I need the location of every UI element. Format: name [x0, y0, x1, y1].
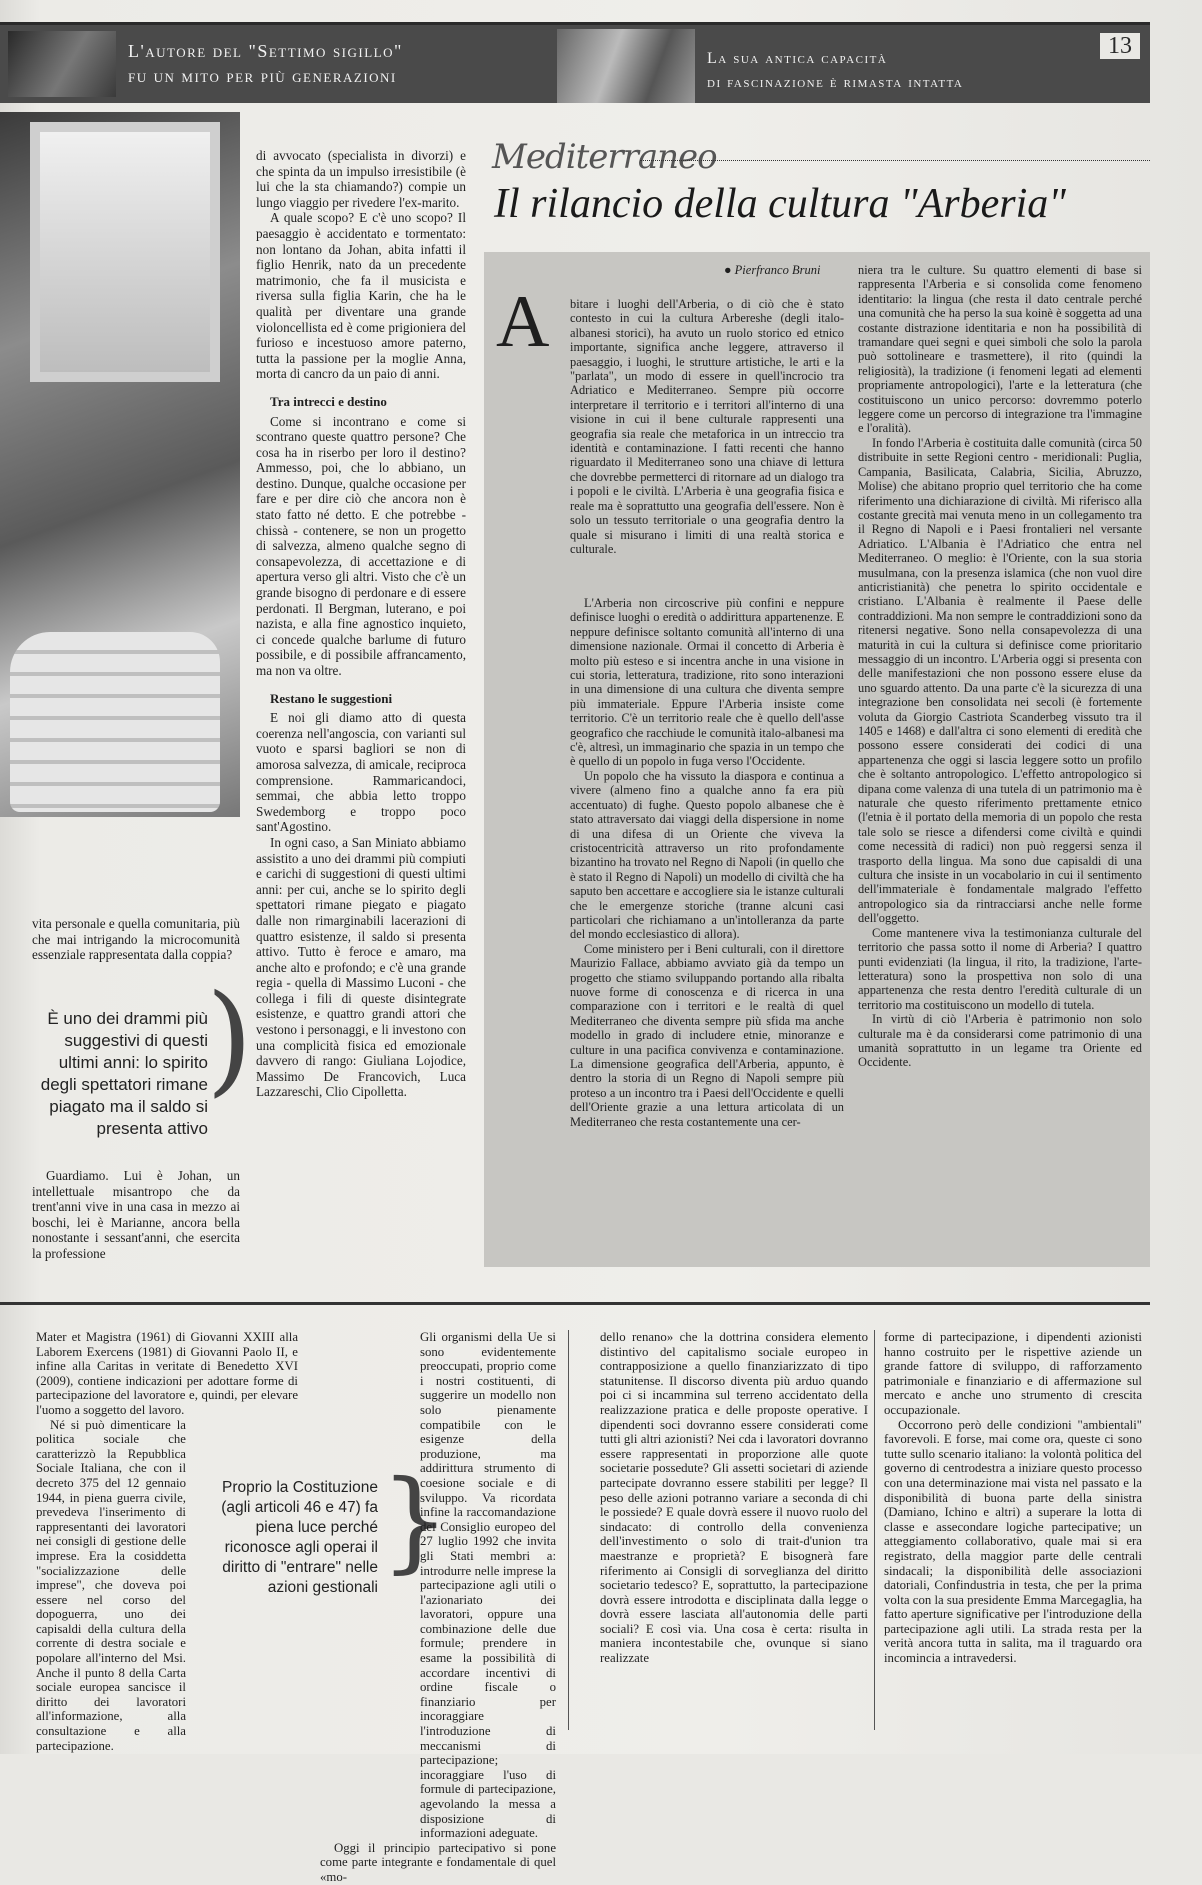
- header-right-line1: La sua antica capacità: [707, 50, 888, 67]
- paragraph: L'Arberia non circoscrive più confini e neppure definisce luoghi o eredità o addirittura appartenenze. E neppure definisce soltanto comunità all'interno di una dimensione nazionale. Ormai il concetto di Arberia è molto più esteso e si incentra anche in una visione in cui storia, letteratura, tradizione, rito sono interazioni in una dimensione di una cultura che diventa sempre più immateriale. Eppure l'Arberia insiste come territorio. C'è un territorio reale che è quello dell'asse geografico che racchiude le comunità italo-albanesi ma c'è, altresì, un immaginario che spazia in un tempo che è quello di un popolo in fuga verso l'Occidente.: [570, 596, 844, 769]
- subheading: Tra intrecci e destino: [270, 393, 387, 409]
- column-separator: [568, 1330, 569, 1730]
- paragraph: Gli organismi della Ue si sono evidentemente preoccupati, proprio come i nostri costituenti, di suggerire un modello non solo pienamente compatibile con le esigenze della produzione, ma addirittura strumento di coesione sociale e di sviluppo. Va ricordata infine la raccomandazione del Consiglio europeo del 27 luglio 1992 che invita gli Stati membri a: introdurre nelle imprese la partecipazione agli utili o l'azionariato dei lavoratori, oppure una combinazione delle due formule; prendere in esame la possibilità di accordare incentivi di ordine fiscale o finanziario per incoraggiare l'introduzione di meccanismi di partecipazione; incoraggiare l'uso di formule di partecipazione, agevolando la messa a disposizione di informazioni adeguate.: [420, 1330, 556, 1841]
- paragraph: Occorrono però delle condizioni "ambientali" favorevoli. E forse, mai come ora, queste ci sono tutte sullo scenario italiano: la volontà politica del governo di centrodestra a iniziare questo processo con una determinazione mai vista nel passato e la disponibilità di buona parte della sinistra (Damiano, Ichino e altri) a superare la lotta di classe e assecondare logiche partecipative; un atteggiamento collaborativo, quale mai si era registrato, della maggior parte delle centrali sindacali; la disponibilità delle associazioni datoriali, Confindustria in testa, che per la prima volta con la sua presidente Emma Marcegaglia, ha fatto aperture significative per l'introduzione della partecipazione agli utili. La strada resta per la verità ancora tutta in salita, ma il traguardo ora incomincia a intravedersi.: [884, 1417, 1142, 1666]
- paragraph: niera tra le culture. Su quattro elementi di base si rappresenta l'Arberia e si consolida come fenomeno identitario: la lingua (che resta il dato centrale perché una comunità che ha perso la sua koinè è soggetta ad una costante distrazione identitaria e non ha possibilità di tramandare quei segni e quei simboli che solo la parola può sottolineare e trasmettere), il rito (quindi la religiosità), la tradizione (i fenomeni legati ad elementi propriamente antropologici), l'arte e la letteratura (che costituiscono un unico percorso: dovremmo poterlo leggere come un percorso di integrazione tra l'immagine e l'oralità).: [858, 263, 1142, 436]
- paragraph: vita personale e quella comunitaria, più che mai intrigando la microcomunità essenziale rappresentata dalla coppia?: [32, 916, 240, 963]
- left-col1-top: [32, 916, 240, 963]
- header-left-line2: fu un mito per più generazioni: [128, 66, 397, 86]
- drop-cap: A: [496, 281, 550, 363]
- bottom-col2: [320, 1330, 556, 1885]
- right-col2: [858, 263, 1142, 1070]
- left-col1-bottom: [32, 1168, 240, 1262]
- paragraph: dello renano» che la dottrina considera elemento distintivo del capitalismo sociale europeo in contrapposizione a quello finanziarizzato di tipo statunitense. Il discorso diventa più arduo quando poi ci si incammina sul terreno accidentato della realizzazione pratica e delle proposte operative. I dipendenti soci dovranno essere considerati come tutti gli altri azionisti? Nei cda i lavoratori dovranno essere rappresentati in proporzione alle quote societarie possedute? Gli assetti societari di aziende partecipate dovranno essere stabiliti per legge? Il peso delle azioni potranno variare a seconda di chi le possiede? E quale dovrà essere il nuovo ruolo del sindacato: di controllo della convenienza dell'investimento o solo di trait-d'union tra maestranze e proprietà? E bisognerà fare riferimento ai Consigli di sorveglianza del diritto societario tedesco? E, soprattutto, la partecipazione dovrà essere introdotta e disciplinata dalla legge o dovrà essere lasciata all'autonomia delle parti sociali? E così via. Una cosa è certa: risulta in maniera incontestabile che, ovunque si siano realizzate: [600, 1330, 868, 1666]
- paragraph: Né si può dimenticare la politica sociale che caratterizzò la Repubblica Sociale Italiana, che con il decreto 375 del 12 gennaio 1944, in piena guerra civile, prevedeva l'inserimento di rappresentanti dei lavoratori nei consigli di gestione delle imprese. Era la cosiddetta "socializzazione delle imprese", che doveva poi essere nel corso del dopoguerra, uno dei capisaldi della cultura della corrente di destra sociale e popolare all'interno del Msi. Anche il punto 8 della Carta sociale europea sancisce il diritto dei lavoratori all'informazione, alla consultazione e alla partecipazione.: [36, 1417, 186, 1753]
- bottom-col3: [600, 1330, 868, 1666]
- paragraph: Come mantenere viva la testimonianza culturale del territorio che passa sotto il nome di Arberia? I quattro punti evidenziati (la lingua, il rito, la tradizione, l'arte-letteratura) sono la prospettiva non solo di una appartenenza che resta dentro l'eredità culturale di un territorio ma costituiscono un modello di tutela.: [858, 925, 1142, 1012]
- paragraph: A quale scopo? E c'è uno scopo? Il paesaggio è accidentato e tormentato: non lontano da Johan, abita infatti il figlio Henrik, nato da un precedente matrimonio, che fa il musicista e riversa sulla figlia Karin, che ha le qualità per diventare una grande violoncellista ed è come prigioniera del furioso e incestuoso amore paterno, tutta la passione per la moglie Anna, morta di cancro da un paio di anni.: [256, 210, 466, 382]
- photo-cloth: [10, 632, 220, 812]
- left-col2: [256, 148, 466, 1100]
- paragraph: Come si incontrano e come si scontrano queste quattro persone? Che cosa ha in riserbo per loro il destino? Ammesso, poi, che lo abbiano, un destino. Dunque, qualche occasione per fare e per dire ciò che ancora non è stato fatto né detto. E che potrebbe - chissà - contenere, se non un progetto di salvezza, almeno qualche segno di consapevolezza, di accettazione e di apertura verso gli altri. Visto che c'è un grande bisogno di perdonare e di essere perdonati. Il Bergman, luterano, e poi nazista, e alla fine agnostico inquieto, ci concede qualche barlume di futuro possibile, e di possibile affrancamento, ma non va oltre.: [256, 413, 466, 678]
- paragraph: E noi gli diamo atto di questa coerenza nell'angoscia, con varianti sul vuoto e sparsi bagliori se non di amorosa salvezza, di amicale, reciproca comprensione. Rammaricandoci, semmai, che abbia letto troppo Swedemborg e troppo poco sant'Agostino.: [256, 710, 466, 835]
- paragraph: In fondo l'Arberia è costituita dalle comunità (circa 50 distribuite in sette Regioni centro - meridionali: Puglia, Campania, Basilicata, Calabria, Sicilia, Abruzzo, Molise) che abitano proprio quel territorio che ha come riferimento una dichiarazione di civiltà. Mi riferisco alla costante grecità mai venuta meno in un collegamento tra il Regno di Napoli e i Paesi frontalieri nel versante Adriatico. L'Albania è l'Adriatico che entra nel Mediterraneo. O meglio: è l'Oriente, con la sua storia musulmana, con la presenza islamica (che non vuol dire anticristianità) che penetra lo spirito occidentale e cristiano. L'Albania è realmente il Paese delle contraddizioni. Ma non sempre le contraddizioni sono da ritenersi negative. Sono nella consapevolezza di una maturità in cui la cultura si definisce come prioritario messaggio di un incontro. L'Arberia oggi si presenta con delle manifestazioni che non possono essere eluse da uno sguardo attento. Da una parte c'è la sicurezza di una integrazione ben consolidata nei secoli (è fortemente voluta da Giorgio Castriota Scanderbeg vissuto tra il 1405 e 1468) e dall'altra ci sono elementi di eredità che possono essere considerati dei codici di una appartenenza che oggi si lascia leggere sotto un profilo che è soltanto antropologico. L'effetto antropologico si dipana come valenza di una tutela di un patrimonio ma è naturale che questo riferimento prettamente etnico (l'etnia è il portato della memoria di un popolo che resta tale solo se riesce a difendersi come civiltà e quindi come necessità di radici) non può reggersi senza il trasporto della lingua. Ma sono due capisaldi di una cultura che insiste in un vocabolario in cui il sentimento dell'immateriale è fondamentale malgrado l'effetto antropologico sia da rintracciarsi anche nelle forme dell'oggetto.: [858, 435, 1142, 926]
- page-number: 13: [1100, 33, 1140, 59]
- right-col1b: [570, 596, 844, 1129]
- bottom-pull-quote: Proprio la Costituzione (agli articoli 46 e 47) fa piena luce perché riconosce agli operai il diritto di "entrare" nelle azioni gestionali: [221, 1479, 378, 1596]
- right-col1: [570, 297, 844, 560]
- paragraph: Guardiamo. Lui è Johan, un intellettuale misantropo che da trent'anni vive in una casa in mezzo ai boschi, lei è Marianne, ancora bella nonostante i sessant'anni, che esercita la professione: [32, 1168, 240, 1261]
- header-photo-right: [557, 29, 695, 103]
- section-rule: [0, 1302, 1150, 1305]
- paragraph: Mater et Magistra (1961) di Giovanni XXIII alla Laborem Exercens (1981) di Giovanni Paolo II, e infine alla Caritas in veritate di Benedetto XVI (2009), contiene indicazioni per adottare forme di partecipazione del lavoratore e, quindi, per elevare l'uomo a soggetto del lavoro.: [36, 1330, 298, 1417]
- column-separator: [874, 1330, 875, 1730]
- paragraph: di avvocato (specialista in divorzi) e che spinta da un impulso irresistibile (è lui che la sta chiamando?) compie un lungo viaggio per rivedere l'ex-marito.: [256, 148, 466, 210]
- paragraph: In virtù di ciò l'Arberia è patrimonio non solo culturale ma è da considerarsi come patrimonio di una umanità soprattutto in un legame tra Oriente ed Occidente.: [858, 1012, 1142, 1070]
- kicker-line: [640, 160, 1150, 161]
- article-kicker: Mediterraneo: [492, 137, 717, 177]
- article-title: Il rilancio della cultura "Arberia": [494, 181, 1066, 227]
- header-photo-left: [8, 31, 116, 97]
- header-left-text: [128, 39, 403, 89]
- header-right-text: [707, 47, 963, 95]
- subheading: Restano le suggestioni: [270, 690, 393, 706]
- paragraph: Come ministero per i Beni culturali, con il direttore Maurizio Fallace, abbiamo avviato già da tempo un progetto che stiamo sviluppando portando alla ribalta nuove forme di conoscenza e di ricerca in una comparazione con i territori e le realtà di quel Mediterraneo che diventa sempre più sfida ma anche modello in grado di includere etnie, minoranze e culture in una pacifica convivenza e contaminazione. La dimensione geografica dell'Arberia, appunto, è dentro la storia di un Regno di Napoli sempre più proteso a un incontro tra i Paesi dell'Occidente e quelli dell'Oriente grazie a una lettura articolata di un Mediterraneo che resta costantemente una cer-: [570, 941, 844, 1129]
- quote-brace: ): [206, 970, 253, 1109]
- bottom-quote-brace: }: [380, 1456, 450, 1584]
- paragraph: forme di partecipazione, i dipendenti azionisti hanno costruito per le rispettive aziende un grande fattore di sviluppo, di rafforzamento patrimoniale e finanziario e di affermazione sul mercato e anche uno strumento di crescita occupazionale.: [884, 1330, 1142, 1417]
- pull-quote: È uno dei drammi più suggestivi di questi ultimi anni: lo spirito degli spettatori rimane piagato ma il saldo si presenta attivo: [40, 1009, 208, 1138]
- paragraph: Oggi il principio partecipativo si pone come parte integrante e fondamentale di quel «mo-: [320, 1840, 556, 1884]
- page-header: [0, 22, 1150, 103]
- header-left-line1: L'autore del "Settimo sigillo": [128, 41, 403, 61]
- photo-window: [30, 122, 220, 382]
- bottom-col4: [884, 1330, 1142, 1666]
- article-photo: [0, 112, 240, 817]
- paragraph: Un popolo che ha vissuto la diaspora e continua a vivere (almeno fino a qualche anno fa era più accentuato) di fughe. Questo popolo albanese che è stato attraversato dai viaggi della dispersione in nome di una difesa di un Oriente che viveva la cristocentricità attraverso un rito profondamente bizantino ha trovato nel Regno di Napoli (in quello che è stato il Regno di Napoli) un modello di civiltà che ha saputo ben accettare e accogliere sia le istanze culturali che le emergenze storiche (tranne alcuni casi particolari che richiamano a un'intolleranza da parte del mondo ecclesiastico di allora).: [570, 768, 844, 942]
- byline: ● Pierfranco Bruni: [724, 263, 821, 277]
- paragraph: bitare i luoghi dell'Arberia, o di ciò che è stato contesto in cui la cultura Arbereshe (degli italo-albanesi storici), ha avuto un ruolo storico ed etnico importante, significa anche leggere, attraverso il paesaggio, i luoghi, le strutture artistiche, le arti e la "parlata", un modo di essere in quell'incrocio tra Adriatico e Mediterraneo. Sempre più occorre interpretare il territorio e i territori all'interno di una visione in cui il bene culturale rappresenti una geografia sia reale che metaforica in un intreccio tra identità e contaminazione. I fatti recenti che hanno riguardato il Mediterraneo sono una chiave di lettura che dovrebbe permetterci di ritornare ad un dialogo tra i popoli e le civiltà. L'Arberia è una geografia fisica e reale ma è soprattutto una geografia dell'essere. Non è solo un tessuto territoriale o una geografia dentro la quale si misurano i limiti di una realtà storica e culturale.: [570, 297, 844, 556]
- header-right-line2: di fascinazione è rimasta intatta: [707, 74, 964, 91]
- paragraph: In ogni caso, a San Miniato abbiamo assistito a uno dei drammi più compiuti e carichi di suggestioni di questi ultimi anni: per cui, anche se lo spirito degli spettatori rimane piegato e piagato dalle non rimarginabili lacerazioni di quattro esistenze, il saldo si presenta attivo. Tutto è feroce e amaro, ma anche alto e profondo; e c'è una grande regia - quella di Massimo Luconi - che collega i fili di queste disintegrate esistenze, e quattro grandi attori che vestono i personaggi, e li investono con una complicità fisica ed emozionale davvero di rango: Giuliana Lojodice, Massimo De Francovich, Luca Lazzareschi, Clio Cipolletta.: [256, 834, 466, 1100]
